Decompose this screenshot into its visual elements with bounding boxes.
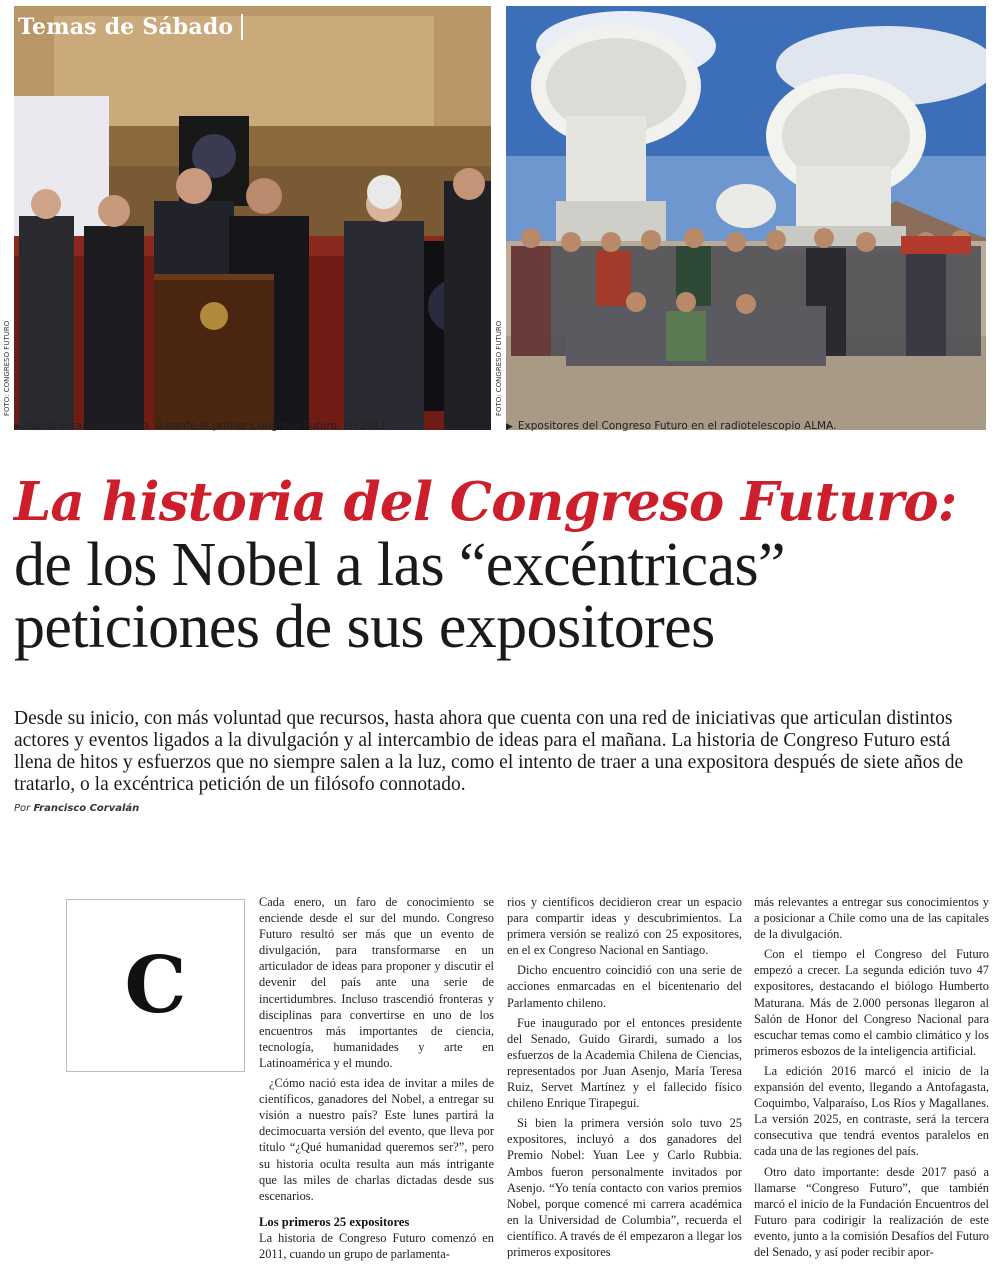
paragraph: Si bien la primera versión solo tuvo 25 expositores, incluyó a dos ganadores del Premio Nobel: Yuan Lee y Carlo Rubbia. Ambos fueron personalmente invitados por Asenjo. “Yo tenía contacto con varios premios Nobel, porque comencé mi carrera académica en la Universidad de Columbia”, recuerda el científico. A través de él empezaron a llegar los primeros expositores — [507, 1116, 742, 1259]
paragraph: La historia de Congreso Futuro comenzó en 2011, cuando un grupo de parlamenta- — [259, 1230, 494, 1261]
photo-credit-left: FOTO: CONGRESO FUTURO — [3, 320, 11, 416]
byline-prefix: Por — [14, 803, 31, 814]
caption-arrow-icon: ▶ — [506, 422, 513, 432]
paragraph: Con el tiempo el Congreso del Futuro empezó a crecer. La segunda edición tuvo 47 expositores, destacando el biólogo Humberto Maturana. Más de 2.000 personas llegaron al Salón de Honor del Congreso Nacional para escuchar temas como el cambio climático y los primeros esbozos de la inteligencia artificial. — [754, 947, 989, 1058]
subheading: Los primeros 25 expositores — [259, 1214, 410, 1229]
paragraph: ¿Cómo nació esta idea de invitar a miles de científicos, ganadores del Nobel, a entregar su visión a nuestro país? Este lunes partirá la decimocuarta versión del evento, que lleva por título “¿Qué humanidad queremos ser?”, pero su historia oculta resulta aun más intrigante que las miles de charlas dictadas desde sus escenarios. — [259, 1076, 494, 1203]
headline-red: La historia del Congreso Futuro: — [14, 471, 957, 533]
caption-right — [506, 420, 836, 432]
caption-left — [14, 420, 390, 432]
body-column-2 — [507, 894, 742, 1264]
paragraph: más relevantes a entregar sus conocimientos y a posicionar a Chile como una de las capitales de la divulgación. — [754, 895, 989, 942]
body-column-1 — [259, 894, 494, 1266]
paragraph: La edición 2016 marcó el inicio de la expansión del evento, llegando a Antofagasta, Coquimbo, Valparaíso, Los Ríos y Magallanes. La versión 2025, en contraste, será la tercera consecutiva que tendrá eventos paralelos en cada una de las regiones del país. — [754, 1063, 989, 1159]
dropcap-letter: C — [124, 940, 187, 1031]
photo-press-conference — [14, 6, 491, 430]
body-column-3 — [754, 894, 989, 1264]
photo-credit-right: FOTO: CONGRESO FUTURO — [495, 320, 503, 416]
photo-alma-antennas — [506, 6, 986, 430]
headline-line-2: peticiones de sus expositores — [14, 593, 715, 661]
section-tag: Temas de Sábado — [18, 14, 243, 40]
byline-author: Francisco Corvalán — [33, 803, 140, 814]
byline — [14, 803, 139, 814]
caption-left-text: Guido Girardi, al centro, durante el primer Congreso Futuro, en 2011. — [25, 420, 391, 432]
paragraph: Dicho encuentro coincidió con una serie de acciones enmarcadas en el bicentenario del Parlamento chileno. — [507, 963, 742, 1010]
dropcap-box — [66, 899, 245, 1072]
paragraph: Fue inaugurado por el entonces presidente del Senado, Guido Girardi, sumado a los esfuerzos de la Academia Chilena de Ciencias, representados por Juan Asenjo, María Teresa Ruiz, Servet Martínez y el fallecido físico chileno Enrique Tirapegui. — [507, 1015, 742, 1111]
paragraph: rios y científicos decidieron crear un espacio para compartir ideas y descubrimientos. La primera versión se realizó con 25 expositores, en el ex Congreso Nacional en Santiago. — [507, 895, 742, 958]
headline-line-1: de los Nobel a las “excéntricas” — [14, 531, 785, 599]
caption-arrow-icon: ▶ — [14, 422, 21, 432]
paragraph: Cada enero, un faro de conocimiento se enciende desde el sur del mundo. Congreso Futuro resultó ser más que un evento de divulgación, para transformarse en un articulador de ideas para proponer y discutir el devenir del país ante una serie de incertidumbres. Incluso trascendió fronteras y disciplinas para convertirse en uno de los encuentros más importantes de ciencia, tecnología, humanidades y arte en Latinoamérica y el mundo. — [259, 895, 494, 1070]
headline — [14, 470, 994, 661]
caption-right-text: Expositores del Congreso Futuro en el radiotelescopio ALMA. — [517, 420, 837, 432]
dek: Desde su inicio, con más voluntad que recursos, hasta ahora que cuenta con una red de iniciativas que articulan distintos actores y eventos ligados a la divulgación y al intercambio de ideas para el mañana. La historia de Congreso Futuro está llena de hitos y esfuerzos que no siempre salen a la luz, como el intento de traer a una expositora después de siete años de tratarlo, o la excéntrica petición de un filósofo connotado. — [14, 708, 964, 795]
paragraph: Otro dato importante: desde 2017 pasó a llamarse “Congreso Futuro”, que también marcó el inicio de la Fundación Encuentros del Futuro para codirigir la realización de este evento, junto a la comisión Desafíos del Futuro del Senado, y así poder recibir apor- — [754, 1164, 989, 1259]
